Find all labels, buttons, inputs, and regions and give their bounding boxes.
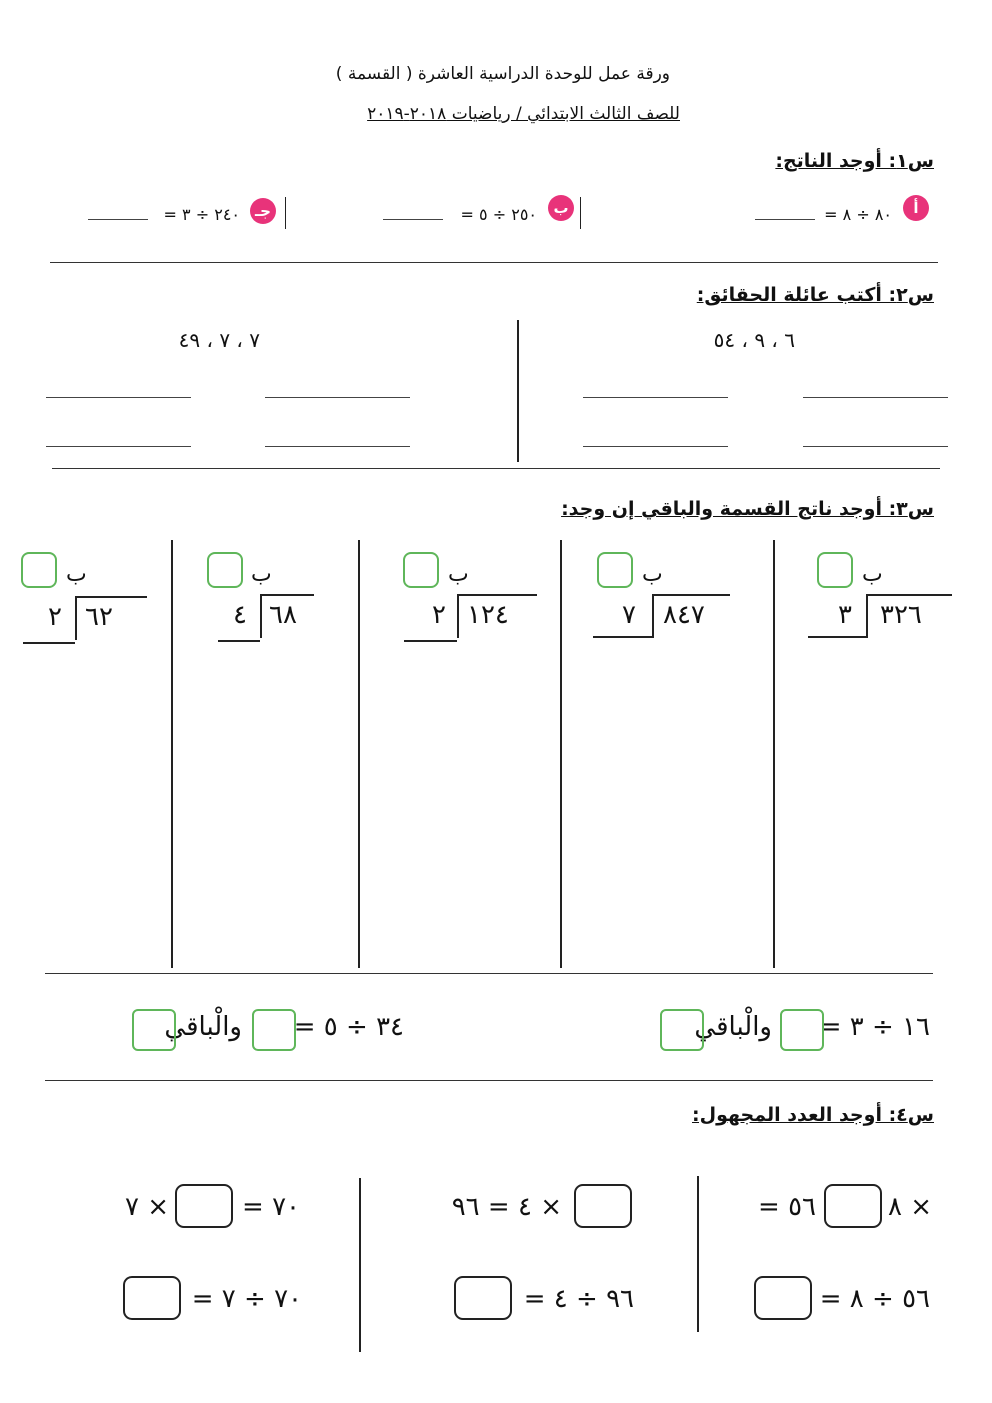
unknown-box[interactable]	[454, 1276, 512, 1320]
divisor: ٢	[48, 602, 62, 632]
section-divider	[45, 1080, 933, 1081]
dividend: ١٢٤	[467, 600, 509, 630]
division-bracket	[652, 594, 654, 638]
unknown-box[interactable]	[574, 1184, 632, 1228]
fact-blank[interactable]	[46, 446, 191, 447]
remainder-box[interactable]	[660, 1009, 704, 1051]
divisor-underline	[808, 636, 866, 638]
q4-title: س٤: أوجد العدد المجهول:	[692, 1104, 934, 1126]
divider	[171, 540, 173, 968]
remainder-box[interactable]	[403, 552, 439, 588]
q2-title: س٢: أكتب عائلة الحقائق:	[696, 284, 934, 306]
division-bracket	[459, 594, 537, 596]
divider	[580, 197, 581, 229]
fact-set-1: ٦ ، ٩ ، ٥٤	[713, 328, 795, 352]
section-divider	[45, 973, 933, 974]
remainder-label: ب	[251, 562, 272, 587]
remainder-box[interactable]	[207, 552, 243, 588]
answer-blank[interactable]	[88, 219, 148, 220]
fact-blank[interactable]	[583, 397, 728, 398]
q4-equation: × ٤ = ٩٦	[451, 1192, 562, 1222]
remainder-box[interactable]	[597, 552, 633, 588]
divisor-underline	[23, 642, 75, 644]
q4-division: ٧٠ ÷ ٧ =	[191, 1284, 302, 1314]
q4-product: = ٧٠	[242, 1192, 300, 1222]
divisor: ٧	[622, 600, 636, 630]
badge-b: ب	[548, 195, 574, 221]
section-divider	[50, 262, 938, 263]
divider	[697, 1176, 699, 1332]
divider	[358, 540, 360, 968]
fact-blank[interactable]	[803, 446, 948, 447]
badge-c: جـ	[250, 198, 276, 224]
unknown-box[interactable]	[175, 1184, 233, 1228]
worksheet-title: ورقة عمل للوحدة الدراسية العاشرة ( القسمة )	[335, 64, 670, 84]
q1-expr-b: ٢٥٠ ÷ ٥ =	[460, 205, 537, 224]
equation-text: ٣٤ ÷ ٥ =	[293, 1012, 404, 1042]
dividend: ٦٢	[85, 602, 113, 632]
answer-blank[interactable]	[383, 219, 443, 220]
remainder-box[interactable]	[817, 552, 853, 588]
and-remainder-label: والْباقي	[694, 1012, 772, 1042]
divider	[285, 197, 286, 229]
answer-blank[interactable]	[755, 219, 815, 220]
division-bracket	[457, 594, 459, 638]
equation-text: ١٦ ÷ ٣ =	[819, 1012, 930, 1042]
remainder-label: ب	[862, 562, 883, 587]
q4-product: = ٥٦	[758, 1192, 816, 1222]
dividend: ٣٢٦	[880, 600, 922, 630]
divider	[560, 540, 562, 968]
fact-blank[interactable]	[803, 397, 948, 398]
q1-title: س١: أوجد الناتج:	[775, 150, 934, 172]
remainder-box[interactable]	[21, 552, 57, 588]
division-bracket	[260, 594, 262, 638]
dividend: ٦٨	[269, 600, 297, 630]
section-divider	[52, 468, 940, 469]
divider	[773, 540, 775, 968]
divisor: ٤	[233, 600, 247, 630]
fact-blank[interactable]	[46, 397, 191, 398]
division-bracket	[75, 596, 77, 640]
division-bracket	[262, 594, 314, 596]
remainder-label: ب	[642, 562, 663, 587]
division-bracket	[866, 594, 868, 638]
fact-blank[interactable]	[583, 446, 728, 447]
dividend: ٨٤٧	[663, 600, 705, 630]
remainder-label: ب	[448, 562, 469, 587]
q4-factor: ٨ ×	[888, 1192, 933, 1222]
divisor-underline	[218, 640, 260, 642]
division-bracket	[654, 594, 730, 596]
fact-blank[interactable]	[265, 446, 410, 447]
remainder-label: ب	[66, 562, 87, 587]
quotient-box[interactable]	[252, 1009, 296, 1051]
badge-a: أ	[903, 195, 929, 221]
divisor-underline	[593, 636, 652, 638]
q4-division: ٩٦ ÷ ٤ =	[523, 1284, 634, 1314]
divisor: ٣	[838, 600, 852, 630]
remainder-box[interactable]	[132, 1009, 176, 1051]
divisor-underline	[404, 640, 457, 642]
q4-division: ٥٦ ÷ ٨ =	[819, 1284, 930, 1314]
unknown-box[interactable]	[123, 1276, 181, 1320]
q3-title: س٣: أوجد ناتج القسمة والباقي إن وجد:	[561, 498, 934, 520]
unknown-box[interactable]	[824, 1184, 882, 1228]
q1-expr-a: ٨٠ ÷ ٨ =	[824, 205, 892, 224]
and-remainder-label: والْباقي	[164, 1012, 242, 1042]
q1-expr-c: ٢٤٠ ÷ ٣ =	[163, 205, 240, 224]
divisor: ٢	[432, 600, 446, 630]
divider	[359, 1178, 361, 1352]
q4-factor: ٧ ×	[125, 1192, 170, 1222]
fact-blank[interactable]	[265, 397, 410, 398]
unknown-box[interactable]	[754, 1276, 812, 1320]
divider	[517, 320, 519, 462]
division-bracket	[77, 596, 147, 598]
division-bracket	[868, 594, 952, 596]
fact-set-2: ٧ ، ٧ ، ٤٩	[178, 328, 260, 352]
quotient-box[interactable]	[780, 1009, 824, 1051]
worksheet-subtitle: للصف الثالث الابتدائي / رياضيات ٢٠١٨-٢٠١٩	[367, 104, 680, 124]
